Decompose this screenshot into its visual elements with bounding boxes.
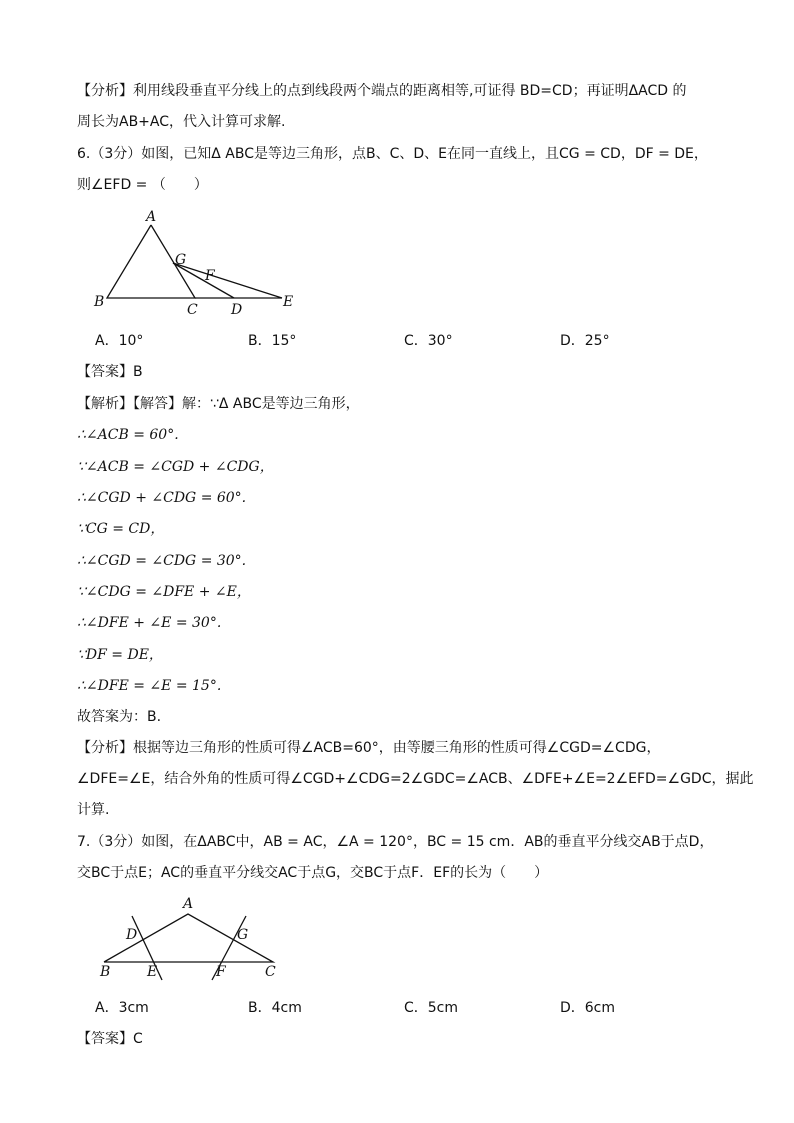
q7-stem-line-1: 7.（3分）如图，在ΔABC中，AB = AC，∠A = 120°，BC = 15 cm．AB的垂直平分线交AB于点D， [77, 834, 714, 850]
q6-solution-line: ∵DF = DE， [77, 647, 163, 663]
q6-option-c: C．30° [404, 333, 453, 349]
q6-label-c: C [187, 302, 198, 318]
q6-stem-line-1: 6.（3分）如图，已知Δ ABC是等边三角形，点B、C、D、E在同一直线上，且CG = CD，DF = DE， [77, 146, 708, 162]
q7-answer: 【答案】C [77, 1031, 143, 1047]
q7-stem-line-2: 交BC于点E；AC的垂直平分线交AC于点G，交BC于点F．EF的长为（ ） [77, 865, 549, 881]
q6-stem-line-2: 则∠EFD = （ ） [77, 177, 208, 193]
q6-solution-line: ∴∠CGD = ∠CDG = 30°. [77, 553, 247, 569]
q6-line-gd [173, 263, 234, 298]
q7-option-c: C．5cm [404, 1000, 459, 1016]
q5-analysis-line-2: 周长为AB+AC，代入计算可求解. [77, 114, 286, 130]
q7-option-b: B．4cm [248, 1000, 302, 1016]
q6-analysis-line: 计算. [77, 802, 110, 818]
q6-analysis-line: ∠DFE=∠E，结合外角的性质可得∠CGD+∠CDG=2∠GDC=∠ACB、∠DFE+∠E=2∠EFD=∠GDC，据此 [77, 771, 754, 787]
q7-label-g: G [237, 927, 249, 943]
q6-label-b: B [94, 294, 105, 310]
q7-label-f: F [216, 964, 226, 980]
q6-label-f: F [205, 268, 215, 284]
q7-option-a: A．3cm [95, 1000, 149, 1016]
q7-label-d: D [126, 927, 138, 943]
q6-label-g: G [175, 252, 187, 268]
q6-solution-line: ∴∠DFE + ∠E = 30°. [77, 615, 222, 631]
q6-solution-line: ∴∠DFE = ∠E = 15°. [77, 678, 222, 694]
q6-solution-line: ∴∠ACB = 60°. [77, 427, 179, 443]
q5-analysis-line-1: 【分析】利用线段垂直平分线上的点到线段两个端点的距离相等,可证得 BD=CD；再证明ΔACD 的 [77, 83, 687, 99]
q6-analysis-line: 【分析】根据等边三角形的性质可得∠ACB=60°，由等腰三角形的性质可得∠CGD=∠CDG， [77, 740, 661, 756]
q6-solution-line: ∵∠ACB = ∠CGD + ∠CDG， [77, 459, 274, 475]
q6-solution-line: 【解析】【解答】解：∵Δ ABC是等边三角形， [77, 396, 360, 412]
q6-label-e: E [283, 294, 294, 310]
q7-option-d: D．6cm [560, 1000, 616, 1016]
q7-label-c: C [265, 964, 276, 980]
q6-solution-line: ∴∠CGD + ∠CDG = 60°. [77, 490, 247, 506]
q7-label-b: B [100, 964, 111, 980]
q6-conclusion: 故答案为：B. [77, 709, 162, 725]
q7-label-e: E [147, 964, 158, 980]
q6-label-a: A [146, 209, 157, 225]
q6-solution-line: ∵∠CDG = ∠DFE + ∠E， [77, 584, 251, 600]
q6-solution-line: ∵CG = CD， [77, 521, 165, 537]
q6-option-b: B．15° [248, 333, 297, 349]
q6-answer: 【答案】B [77, 364, 143, 380]
q6-line-ge [173, 263, 282, 298]
q6-label-d: D [231, 302, 243, 318]
q7-label-a: A [183, 896, 194, 912]
q6-option-a: A．10° [95, 333, 144, 349]
q6-option-d: D．25° [560, 333, 610, 349]
